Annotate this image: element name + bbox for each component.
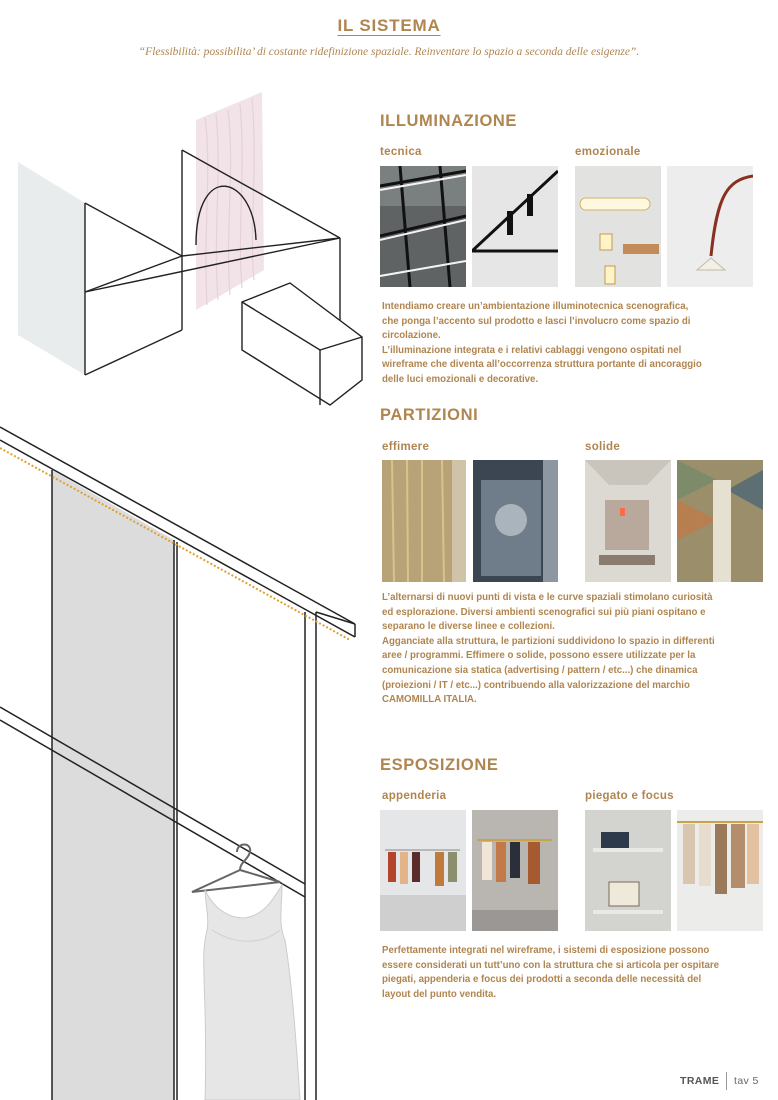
- photo-piegato-2: [677, 810, 763, 931]
- paragraph-partizioni: L’alternarsi di nuovi punti di vista e le curve spaziali stimolano curiosità ed esplorazione. Diversi ambienti scenografici sui più piani ospitano e separano le diverse linee e collezioni. Agganciate alla struttura, le partizioni suddividono lo spazio in differenti aree / programmi. Effimere o solide, possono essere utilizzate per la comunicazione sia statica (advertising / pattern / etc...) che dinamica (proiezioni / IT / etc...) contribuendo alla valorizzazione del marchio CAMOMILLA ITALIA.: [382, 592, 715, 706]
- footer-project: TRAME: [680, 1075, 720, 1087]
- photo-tecnica-2: [472, 166, 558, 287]
- footer-separator: [726, 1072, 727, 1090]
- dress-icon: [204, 885, 300, 1100]
- photo-emozionale-1: [575, 166, 661, 287]
- section-title-illuminazione: ILLUMINAZIONE: [380, 112, 518, 130]
- page-subtitle: “Flessibilità: possibilita’ di costante ridefinizione spaziale. Reinventare lo spazio a seconda delle esigenze”.: [138, 46, 640, 58]
- section-title-partizioni: PARTIZIONI: [380, 406, 479, 424]
- sub-label-solide: solide: [585, 441, 621, 453]
- photo-solide-2: [677, 460, 763, 582]
- sub-label-effimere: effimere: [382, 441, 430, 453]
- sub-label-tecnica: tecnica: [380, 146, 422, 158]
- sub-label-emozionale: emozionale: [575, 146, 641, 158]
- curtain: [196, 92, 264, 310]
- photo-appenderia-1: [380, 810, 466, 931]
- paragraph-illuminazione: Intendiamo creare un’ambientazione illuminotecnica scenografica, che ponga l’accento sul prodotto e lasci l’involucro come spazio di circolazione. L’illuminazione integrata e i relativi cablaggi vengono ospitati nel wireframe che diventa all’occorrenza struttura portante di ancoraggio delle luci emozionali e decorative.: [382, 301, 702, 385]
- photo-tecnica-1: [380, 166, 466, 287]
- photo-piegato-1: [585, 810, 671, 931]
- section-title-esposizione: ESPOSIZIONE: [380, 756, 499, 774]
- sub-label-appenderia: appenderia: [382, 790, 447, 802]
- photo-solide-1: [585, 460, 671, 582]
- wireframe-drawing: [0, 0, 370, 1100]
- footer-page: tav 5: [734, 1075, 759, 1087]
- photo-effimere-1: [382, 460, 466, 582]
- photo-emozionale-2: [667, 166, 753, 287]
- sub-label-piegato-e-focus: piegato e focus: [585, 790, 674, 802]
- photo-appenderia-2: [472, 810, 558, 931]
- photo-effimere-2: [473, 460, 558, 582]
- glass-panel: [18, 162, 85, 375]
- page-title: IL SISTEMA: [337, 16, 441, 35]
- paragraph-esposizione: Perfettamente integrati nel wireframe, i sistemi di esposizione possono essere considerati un tutt’uno con la struttura che si articola per ospitare piegati, appenderia e focus dei prodotti a seconda delle necessità del layout del punto vendita.: [382, 945, 719, 1000]
